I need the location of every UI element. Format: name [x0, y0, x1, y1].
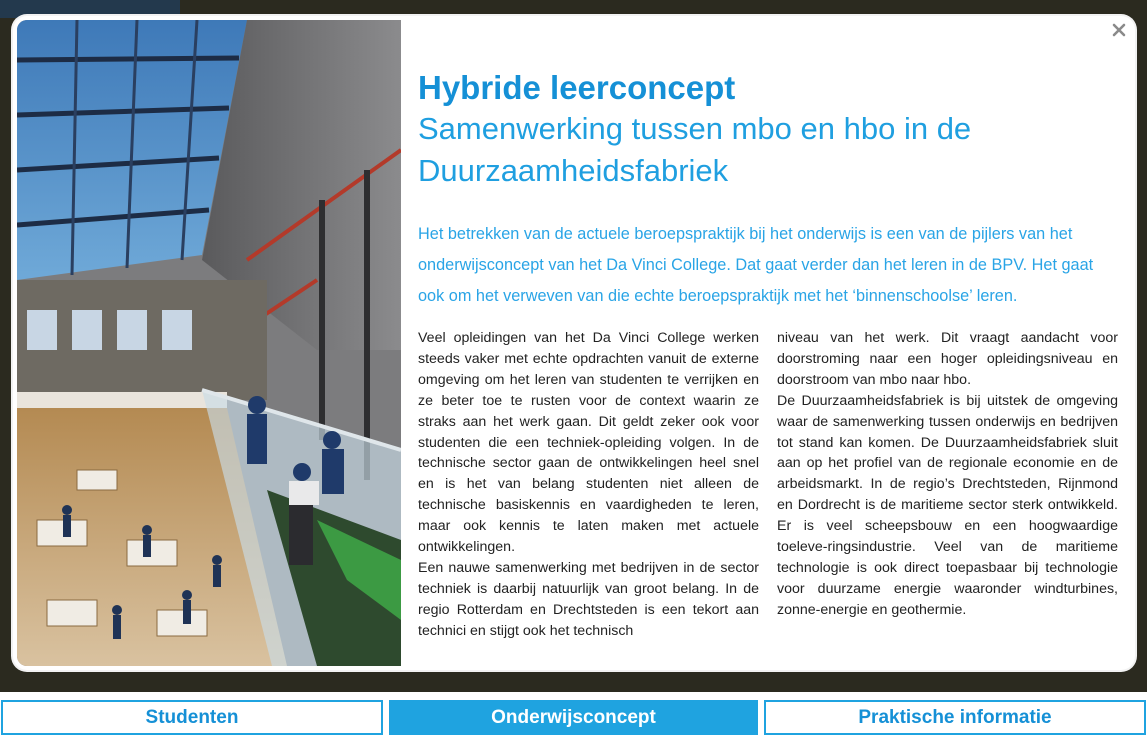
bottom-tabs: [0, 700, 1147, 739]
article-column-left: [418, 328, 759, 642]
tab-studenten[interactable]: Studenten: [1, 700, 383, 735]
paragraph: Een nauwe samenwerking met bedrijven in de sector techniek is daarbij natuurlijk van groot belang. In de regio Rotterdam en Drechtsteden is een tekort aan technici en stijgt ook het technisch: [418, 559, 759, 639]
factory-hall-photo: [17, 20, 401, 666]
article-intro: Het betrekken van de actuele beroepspraktijk bij het onderwijs is een van de pijlers van het onderwijsconcept van het Da Vinci College. Dat gaat verder dan het leren in de BPV. Het gaat ook om het verweven van die echte beroepspraktijk met het ‘binnenschoolse’ leren.: [418, 225, 1094, 305]
paragraph: niveau van het werk. Dit vraagt aandacht voor doorstroming naar een hoger opleidingsniveau en doorstroom van mbo naar hbo.: [777, 330, 1118, 388]
article-subtitle: Samenwerking tussen mbo en hbo in de Duurzaamheidsfabriek: [418, 111, 972, 188]
paragraph: De Duurzaamheidsfabriek is bij uitstek de omgeving waar de samenwerking tussen onderwijs en bedrijven tot stand kan komen. De Duurzaamheidsfabriek sluit aan op het profiel van de regionale economie en de arbeidsmarkt. In de regio’s Drechtsteden, Rijnmond en Dordrecht is de maritieme sector sterk ontwikkeld. Er is veel scheepsbouw en een hoogwaardige toeleve-ringsindustrie. Veel van de maritieme technologie is ook direct toepasbaar bij technologie voor duurzame energie waaronder windturbines, zonne-energie en geothermie.: [777, 392, 1118, 618]
article-column-right: [777, 328, 1118, 642]
tab-onderwijsconcept[interactable]: Onderwijsconcept: [389, 700, 758, 735]
article-content: [418, 68, 1118, 642]
close-icon[interactable]: [1111, 22, 1127, 38]
paragraph: Veel opleidingen van het Da Vinci College werken steeds vaker met echte opdrachten vanuit de externe omgeving om het leren van studenten te verrijken en ze beter toe te rusten voor de context waarin ze straks aan het werk gaan. Dit geldt zeker ook voor studenten die een techniek-opleiding volgen. In de technische sector gaan de ontwikkelingen heel snel en is het van belang studenten niet alleen de technische basiskennis en vaardigheden te leren, maar ook kennis te laten maken met actuele ontwikkelingen.: [418, 330, 759, 556]
article-columns: [418, 328, 1118, 642]
tab-praktische-informatie[interactable]: Praktische informatie: [764, 700, 1146, 735]
article-modal: [13, 16, 1135, 670]
article-title: Hybride leerconcept: [418, 69, 736, 106]
